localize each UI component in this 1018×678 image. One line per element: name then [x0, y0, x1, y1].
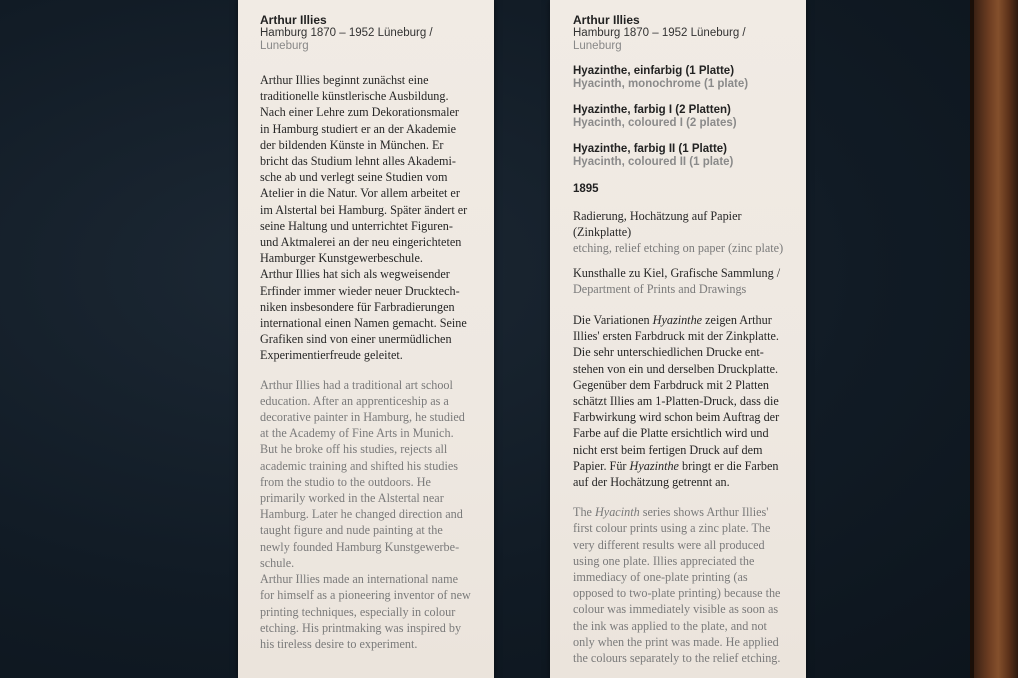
desc-de-line: schätzt Illies am 1-Platten-Druck, dass die — [573, 394, 779, 409]
artwork-label — [550, 0, 806, 678]
desc-en-line: opposed to two-plate printing) because the — [573, 586, 781, 601]
desc-de-line: Die Variationen Hyazinthe zeigen Arthur — [573, 313, 772, 327]
work-title-de: Hyazinthe, einfarbig (1 Platte) — [573, 65, 735, 77]
work-title-en: Hyacinth, coloured I (2 plates) — [573, 117, 737, 129]
desc-en-line: immediacy of one-plate printing (as — [573, 570, 748, 585]
bio-de-line: niken insbesondere für Farbradierungen — [260, 299, 455, 314]
desc-en-line: the ink was applied to the plate, and not — [573, 618, 767, 633]
artist-dates: Hamburg 1870 – 1952 Lüneburg / — [260, 27, 433, 39]
bio-de-line: in Hamburg studiert er an der Akademie — [260, 121, 457, 136]
medium-english: etching, relief etching on paper (zinc plate) — [573, 241, 784, 255]
desc-en-line: first colour prints using a zinc plate. The — [573, 521, 771, 536]
bio-en-line: at the Academy of Fine Arts in Munich. — [260, 426, 454, 441]
work-title-2 — [573, 104, 786, 130]
bio-de-line: bricht das Studium lehnt alles Akademi- — [260, 154, 456, 169]
bio-en-line: primarily worked in the Alstertal near — [260, 491, 444, 506]
bio-english — [260, 377, 474, 652]
collection-english: Department of Prints and Drawings — [573, 282, 747, 296]
wood-frame — [974, 0, 1018, 678]
bio-de-line: Erfinder immer wieder neuer Drucktech- — [260, 283, 460, 298]
bio-de-line: und Aktmalerei an der neu eingerichteten — [260, 235, 462, 250]
bio-de-line: seine Haltung und unterrichtet Figuren- — [260, 218, 453, 233]
desc-de-line: stehen von ein und derselben Druckplatte. — [573, 361, 779, 376]
bio-de-line: Atelier in die Natur. Vor allem arbeitet er — [260, 186, 460, 201]
work-title-en: Hyacinth, coloured II (1 plate) — [573, 156, 734, 168]
medium-de-line: (Zinkplatte) — [573, 225, 632, 239]
work-title-1 — [573, 65, 786, 91]
bio-german — [260, 72, 474, 364]
desc-de-line: Farbe auf die Platte ersichtlich wird und — [573, 426, 769, 441]
work-title-3 — [573, 143, 786, 169]
work-title-de: Hyazinthe, farbig I (2 Platten) — [573, 104, 731, 116]
bio-de-line: Grafiken sind von einer unermüdlichen — [260, 332, 452, 347]
bio-en-line: Hamburg. Later he changed direction and — [260, 507, 463, 522]
desc-de-line: Farbwirkung wird schon beim Auftrag der — [573, 410, 780, 425]
medium-german — [573, 208, 786, 240]
work-year: 1895 — [573, 183, 599, 195]
description-german — [573, 312, 786, 490]
desc-de-line: nicht erst beim fertigen Druck auf dem — [573, 442, 763, 457]
bio-de-line: Arthur Illies hat sich als wegweisender — [260, 267, 450, 282]
work-title-de: Hyazinthe, farbig II (1 Platte) — [573, 143, 727, 155]
desc-de-line: Die sehr unterschiedlichen Drucke ent- — [573, 345, 764, 360]
bio-de-line: Nach einer Lehre zum Dekorationsmaler — [260, 105, 459, 120]
bio-de-line: Arthur Illies beginnt zunächst eine — [260, 73, 429, 87]
bio-de-line: Experimentierfreude geleitet. — [260, 348, 403, 363]
medium-de-line: Radierung, Hochätzung auf Papier — [573, 209, 742, 223]
bio-en-line: newly founded Hamburg Kunstgewerbe- — [260, 539, 460, 554]
desc-en-line: using one plate. Illies appreciated the — [573, 553, 755, 568]
desc-de-line: Illies' ersten Farbdruck mit der Zinkplatte. — [573, 329, 779, 344]
bio-en-line: But he broke off his studies, rejects all — [260, 442, 448, 457]
artist-name: Arthur Illies — [260, 13, 327, 27]
bio-en-line: decorative painter in Hamburg, he studied — [260, 410, 465, 425]
collection-german: Kunsthalle zu Kiel, Grafische Sammlung / — [573, 266, 781, 280]
bio-en-line: for himself as a pioneering inventor of new — [260, 588, 471, 603]
bio-en-line: Arthur Illies had a traditional art school — [260, 377, 453, 392]
bio-de-line: im Alstertal bei Hamburg. Später ändert er — [260, 202, 468, 217]
desc-en-line: the colours separately to the relief etching. — [573, 651, 781, 666]
bio-en-line: etching. His printmaking was inspired by — [260, 620, 462, 635]
desc-de-line: Gegenüber dem Farbdruck mit 2 Platten — [573, 377, 769, 392]
desc-en-line: The Hyacinth series shows Arthur Illies' — [573, 505, 769, 520]
desc-en-line: only when the print was made. He applied — [573, 634, 779, 649]
artist-place: Luneburg — [573, 40, 622, 52]
bio-de-line: Hamburger Kunstgewerbeschule. — [260, 251, 423, 266]
work-title-en: Hyacinth, monochrome (1 plate) — [573, 78, 749, 90]
bio-de-line: international einen Namen gemacht. Seine — [260, 316, 467, 331]
bio-en-line: education. After an apprenticeship as a — [260, 393, 449, 408]
artist-dates: Hamburg 1870 – 1952 Lüneburg / — [573, 27, 746, 39]
bio-de-line: der bildenden Künste in München. Er — [260, 137, 444, 152]
bio-en-line: from the studio to the outdoors. He — [260, 474, 431, 489]
bio-de-line: traditionelle künstlerische Ausbildung. — [260, 89, 449, 104]
description-english — [573, 504, 786, 666]
bio-en-line: printing techniques, especially in colour — [260, 604, 456, 619]
bio-en-line: schule. — [260, 555, 295, 570]
bio-en-line: academic training and shifted his studies — [260, 458, 458, 473]
desc-de-line: auf der Hochätzung getrennt an. — [573, 475, 730, 490]
artist-bio-label — [238, 0, 494, 678]
artist-place: Luneburg — [260, 40, 309, 52]
desc-en-line: very different results were all produced — [573, 537, 765, 552]
desc-de-line: Papier. Für Hyazinthe bringt er die Farben — [573, 458, 779, 473]
bio-en-line: Arthur Illies made an international name — [260, 572, 458, 587]
desc-en-line: colour was immediately visible as soon as — [573, 602, 779, 617]
bio-en-line: taught figure and nude painting at the — [260, 523, 443, 538]
artist-name: Arthur Illies — [573, 13, 640, 27]
bio-de-line: sche ab und verlegt seine Studien vom — [260, 170, 448, 185]
bio-en-line: his tireless desire to experiment. — [260, 636, 418, 651]
